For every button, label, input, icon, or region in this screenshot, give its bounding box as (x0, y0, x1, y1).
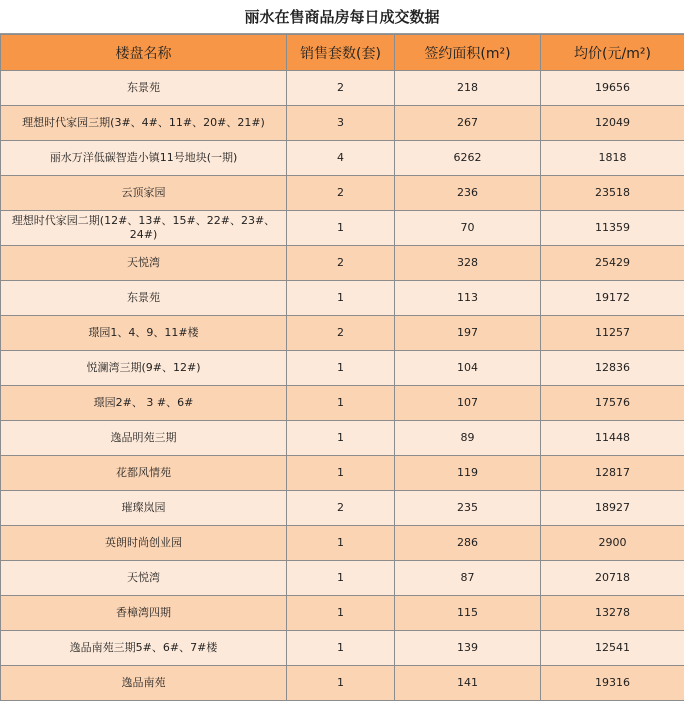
cell-units-sold: 1 (287, 281, 395, 316)
table-row (1, 316, 684, 351)
cell-units-sold: 1 (287, 526, 395, 561)
cell-contract-area: 141 (395, 666, 541, 701)
cell-contract-area: 115 (395, 596, 541, 631)
table-row (1, 491, 684, 526)
header-project-name: 楼盘名称 (1, 35, 287, 71)
cell-avg-price: 19316 (541, 666, 684, 701)
cell-contract-area: 328 (395, 246, 541, 281)
cell-avg-price: 17576 (541, 386, 684, 421)
cell-units-sold: 3 (287, 106, 395, 141)
cell-avg-price: 19172 (541, 281, 684, 316)
table-row (1, 421, 684, 456)
cell-avg-price: 11257 (541, 316, 684, 351)
cell-project-name: 云顶家园 (1, 176, 287, 211)
cell-contract-area: 267 (395, 106, 541, 141)
cell-project-name: 理想时代家园二期(12#、13#、15#、22#、23#、24#) (1, 211, 287, 246)
table-row (1, 596, 684, 631)
cell-project-name: 璟园2#、 3 #、6# (1, 386, 287, 421)
cell-project-name: 逸品明苑三期 (1, 421, 287, 456)
cell-units-sold: 1 (287, 561, 395, 596)
cell-units-sold: 2 (287, 176, 395, 211)
cell-contract-area: 89 (395, 421, 541, 456)
table-row (1, 71, 684, 106)
table-row (1, 281, 684, 316)
cell-units-sold: 1 (287, 631, 395, 666)
cell-avg-price: 12541 (541, 631, 684, 666)
cell-contract-area: 6262 (395, 141, 541, 176)
cell-units-sold: 2 (287, 246, 395, 281)
cell-contract-area: 197 (395, 316, 541, 351)
cell-project-name: 香樟湾四期 (1, 596, 287, 631)
cell-contract-area: 119 (395, 456, 541, 491)
table-body (1, 71, 684, 701)
table-row (1, 456, 684, 491)
cell-avg-price: 11448 (541, 421, 684, 456)
table-row (1, 141, 684, 176)
cell-avg-price: 12836 (541, 351, 684, 386)
table-row (1, 176, 684, 211)
table-row (1, 211, 684, 246)
cell-avg-price: 23518 (541, 176, 684, 211)
cell-project-name: 天悦湾 (1, 246, 287, 281)
cell-contract-area: 87 (395, 561, 541, 596)
cell-avg-price: 12817 (541, 456, 684, 491)
cell-project-name: 花都风情苑 (1, 456, 287, 491)
cell-contract-area: 235 (395, 491, 541, 526)
table-row (1, 526, 684, 561)
cell-units-sold: 1 (287, 351, 395, 386)
cell-contract-area: 70 (395, 211, 541, 246)
cell-project-name: 东景苑 (1, 281, 287, 316)
cell-contract-area: 104 (395, 351, 541, 386)
cell-contract-area: 107 (395, 386, 541, 421)
cell-units-sold: 1 (287, 421, 395, 456)
cell-project-name: 璀璨岚园 (1, 491, 287, 526)
cell-contract-area: 218 (395, 71, 541, 106)
cell-project-name: 东景苑 (1, 71, 287, 106)
cell-contract-area: 286 (395, 526, 541, 561)
cell-project-name: 理想时代家园三期(3#、4#、11#、20#、21#) (1, 106, 287, 141)
cell-project-name: 逸品南苑 (1, 666, 287, 701)
cell-avg-price: 20718 (541, 561, 684, 596)
cell-units-sold: 2 (287, 71, 395, 106)
table-row (1, 561, 684, 596)
table-row (1, 666, 684, 701)
cell-project-name: 悦澜湾三期(9#、12#) (1, 351, 287, 386)
cell-units-sold: 1 (287, 456, 395, 491)
cell-avg-price: 12049 (541, 106, 684, 141)
cell-units-sold: 1 (287, 666, 395, 701)
cell-project-name: 天悦湾 (1, 561, 287, 596)
cell-contract-area: 113 (395, 281, 541, 316)
cell-avg-price: 25429 (541, 246, 684, 281)
cell-units-sold: 2 (287, 316, 395, 351)
header-avg-price: 均价(元/m²) (541, 35, 684, 71)
table-row (1, 106, 684, 141)
cell-avg-price: 19656 (541, 71, 684, 106)
table-row (1, 386, 684, 421)
table-row (1, 631, 684, 666)
cell-units-sold: 1 (287, 211, 395, 246)
table-row (1, 246, 684, 281)
cell-project-name: 逸品南苑三期5#、6#、7#楼 (1, 631, 287, 666)
page-title: 丽水在售商品房每日成交数据 (0, 0, 684, 34)
cell-project-name: 英朗时尚创业园 (1, 526, 287, 561)
cell-avg-price: 11359 (541, 211, 684, 246)
header-contract-area: 签约面积(m²) (395, 35, 541, 71)
table-row (1, 351, 684, 386)
cell-units-sold: 1 (287, 386, 395, 421)
cell-avg-price: 18927 (541, 491, 684, 526)
cell-avg-price: 13278 (541, 596, 684, 631)
cell-avg-price: 2900 (541, 526, 684, 561)
transactions-table (0, 34, 684, 701)
cell-project-name: 璟园1、4、9、11#楼 (1, 316, 287, 351)
header-units-sold: 销售套数(套) (287, 35, 395, 71)
cell-avg-price: 1818 (541, 141, 684, 176)
cell-project-name: 丽水万洋低碳智造小镇11号地块(一期) (1, 141, 287, 176)
cell-units-sold: 4 (287, 141, 395, 176)
cell-units-sold: 1 (287, 596, 395, 631)
cell-contract-area: 139 (395, 631, 541, 666)
cell-units-sold: 2 (287, 491, 395, 526)
cell-contract-area: 236 (395, 176, 541, 211)
table-header-row (1, 35, 684, 71)
